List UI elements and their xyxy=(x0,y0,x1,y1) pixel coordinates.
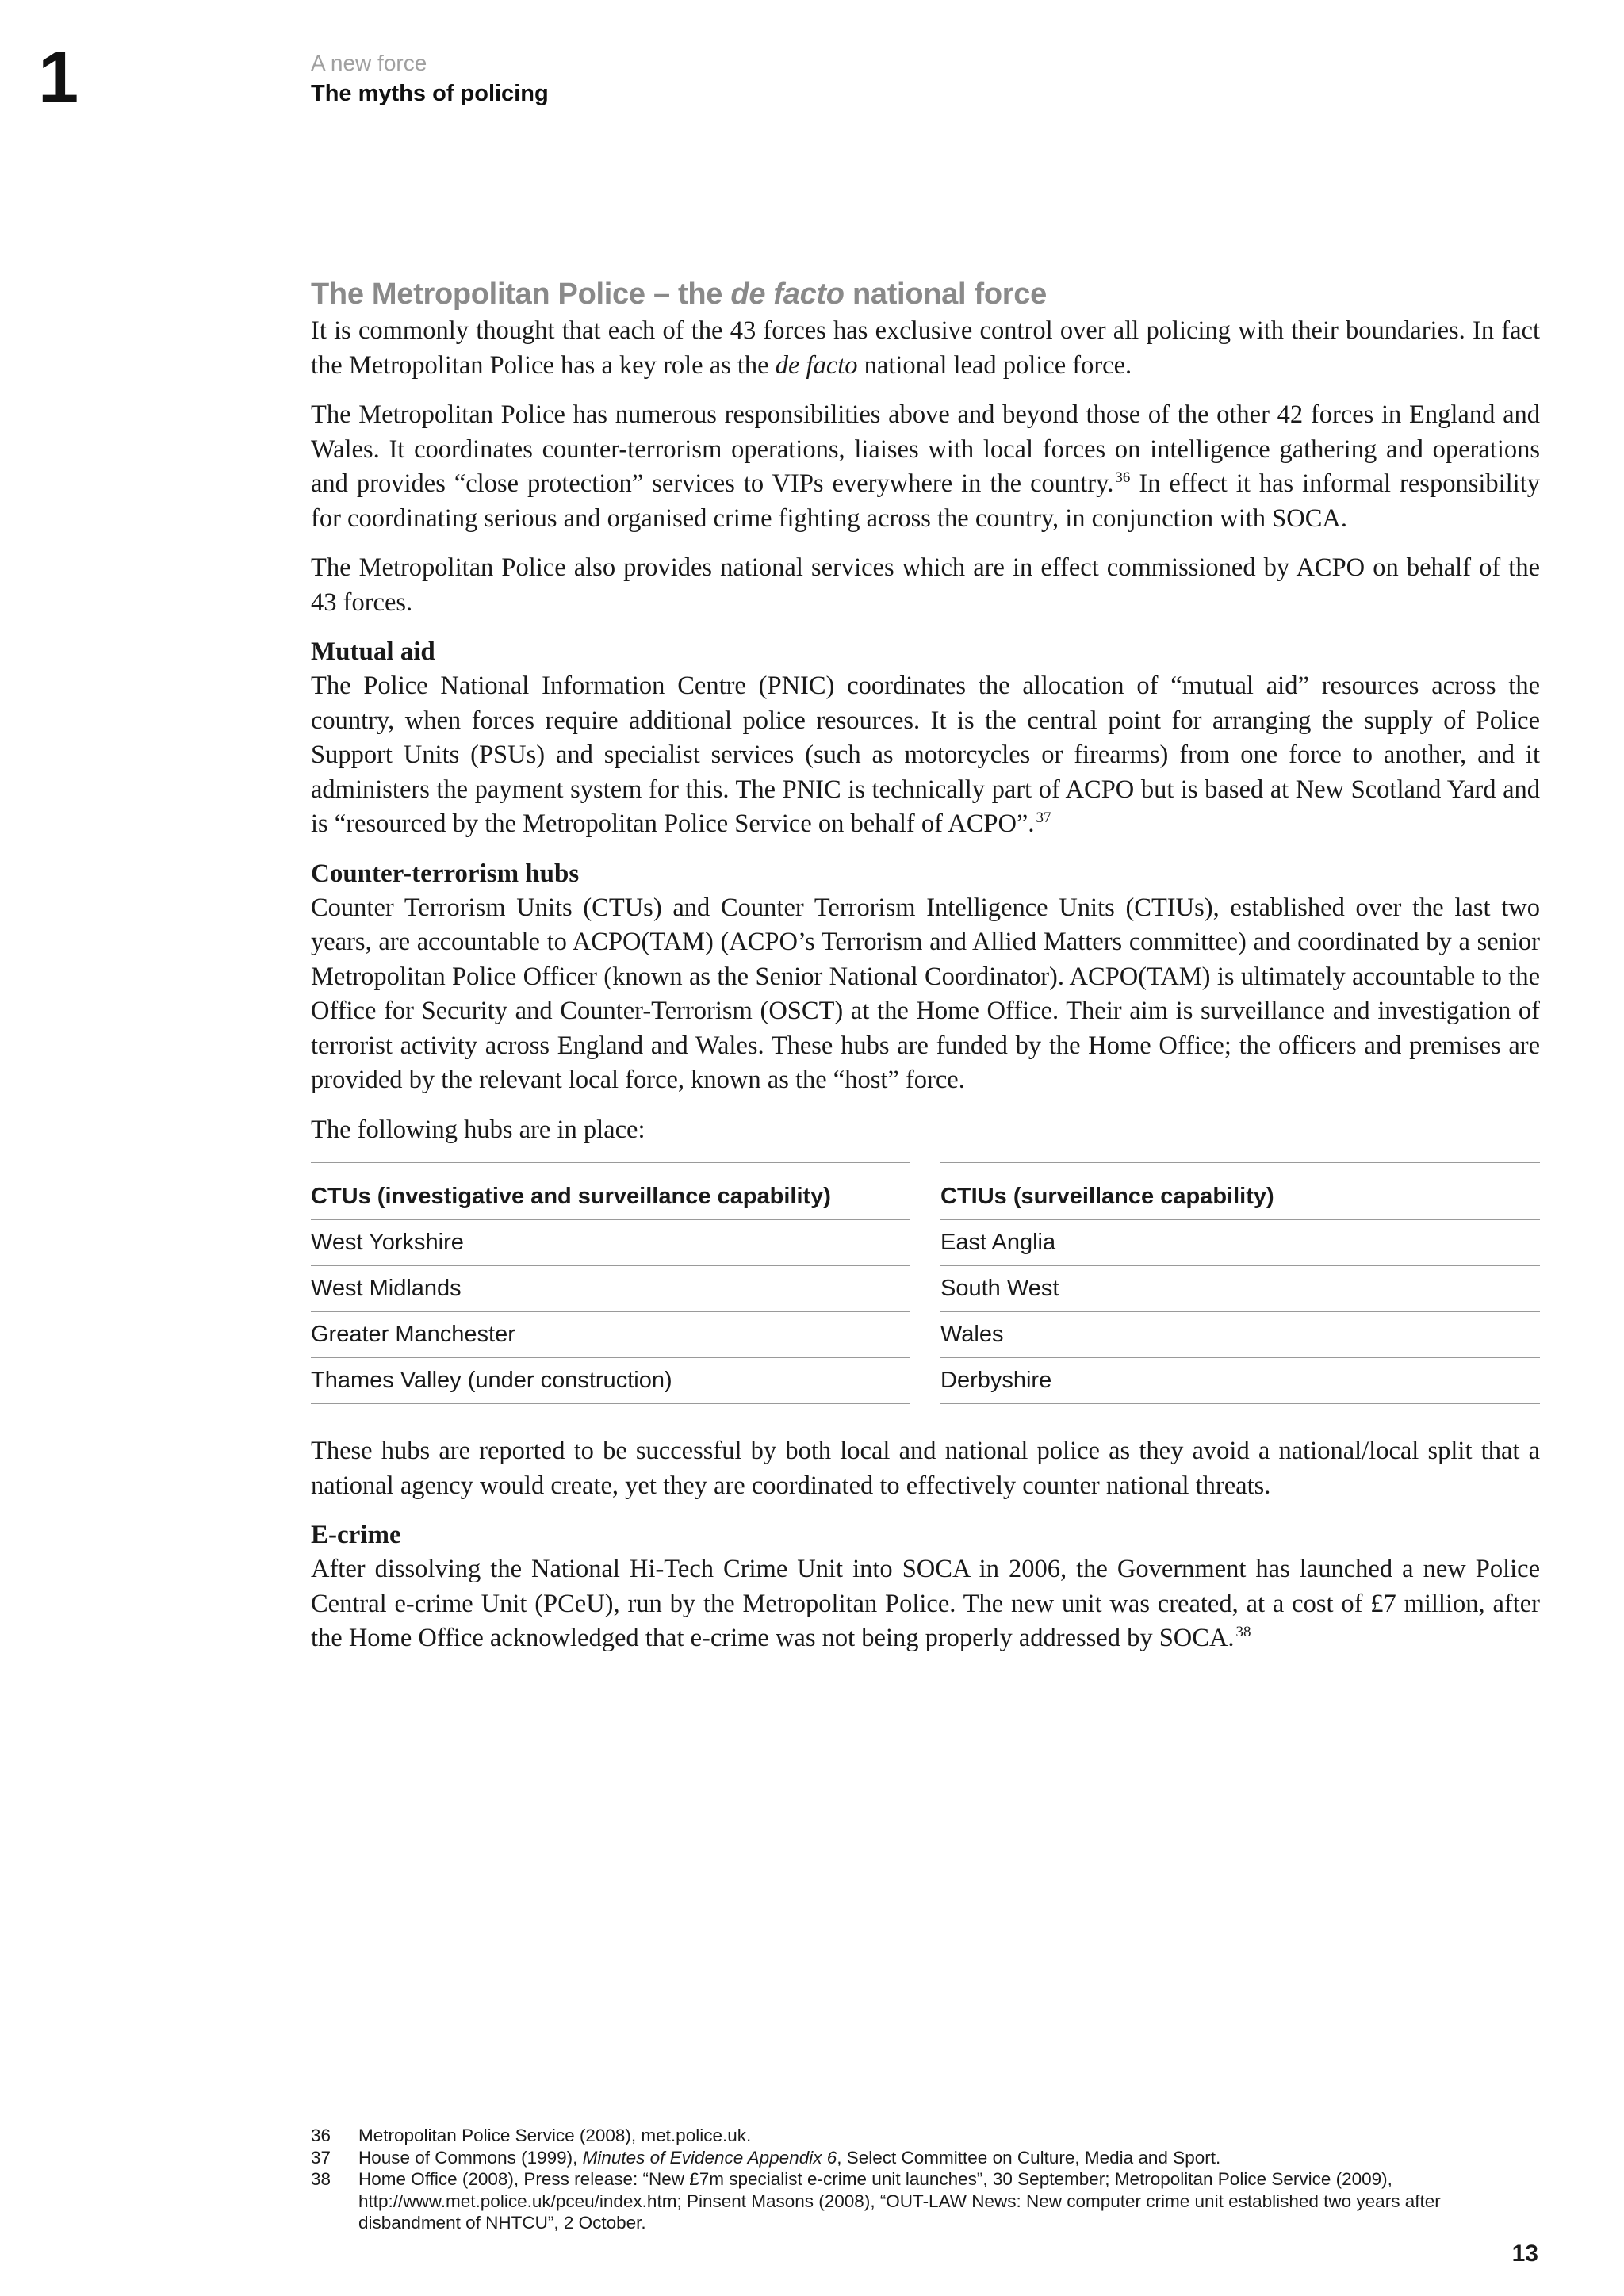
paragraph-hubs-success: These hubs are reported to be successful by both local and national police as they avoid a national/local split that a national agency would create, yet they are coordinated to effectively counter national threats. xyxy=(311,1437,1540,1500)
footnote-text-post: , Select Committee on Culture, Media and Sport. xyxy=(837,2147,1221,2168)
footnote-ref-38[interactable]: 38 xyxy=(1235,1624,1251,1641)
footnote-text: Metropolitan Police Service (2008), met.police.uk. xyxy=(358,2126,752,2145)
paragraph-intro-italic: de facto xyxy=(775,350,858,380)
paragraph-counter-terrorism: Counter Terrorism Units (CTUs) and Counter Terrorism Intelligence Units (CTIUs), established over the last two years, are accountable to ACPO(TAM) (ACPO’s Terrorism and Allied Matters committee) and coordinated by a senior Metropolitan Police Officer (known as the Senior National Coordinator). ACPO(TAM) is ultimately accountable to the Office for Security and Counter-Terrorism (OSCT) at the Home Office. Their aim is surveillance and investigation of terrorist activity across England and Wales. These hubs are funded by the Home Office; the officers and premises are provided by the relevant local force, known as the “host” force. xyxy=(311,893,1540,1094)
footnote-text xyxy=(358,2147,1540,2169)
footnote-number: 36 xyxy=(311,2126,331,2145)
table-cell: West Yorkshire xyxy=(311,1220,910,1266)
paragraph-responsibilities xyxy=(311,398,1540,536)
footnote-number: 37 xyxy=(311,2147,331,2168)
table-cell: Wales xyxy=(940,1312,1540,1358)
footnotes xyxy=(311,2118,1540,2234)
paragraph-hubs-intro: The following hubs are in place: xyxy=(311,1115,645,1144)
paragraph-intro-post: national lead police force. xyxy=(857,350,1132,380)
paragraph-national-services: The Metropolitan Police also provides national services which are in effect commissioned by ACPO on behalf of the 43 forces. xyxy=(311,553,1540,617)
ctiu-column xyxy=(940,1162,1540,1404)
ctu-column-header: CTUs (investigative and surveillance capability) xyxy=(311,1174,910,1220)
footnote-text: Home Office (2008), Press release: “New £7m specialist e-crime unit launches”, 30 September; Metropolitan Police Service (2009), http://www.met.police.uk/pceu/index.htm; Pinsent Masons (2008), “OUT-LAW News: New computer crime unit established two years after disbandment of NHTCU”, 2 October. xyxy=(358,2169,1441,2233)
table-cell: West Midlands xyxy=(311,1266,910,1312)
paragraph-mutual-aid xyxy=(311,669,1540,842)
heading-counter-terrorism: Counter-terrorism hubs xyxy=(311,859,580,888)
footnote-ref-36[interactable]: 36 xyxy=(1115,469,1131,487)
hubs-table xyxy=(311,1162,1540,1404)
section-title-post: national force xyxy=(844,277,1047,311)
running-header-section: A new force xyxy=(311,49,1540,78)
heading-mutual-aid: Mutual aid xyxy=(311,637,435,666)
paragraph-intro xyxy=(311,314,1540,383)
paragraph-responsibilities-cont: In effect it has informal responsibility for coordinating serious and organised crime fighting across the country, in conjunction with SOCA. xyxy=(311,469,1540,533)
paragraph-responsibilities-text: The Metropolitan Police has numerous responsibilities above and beyond those of the other 42 forces in England and Wales. It coordinates counter-terrorism operations, liaises with local forces on intelligence gathering and operations and provides “close protection” services to VIPs everywhere in the country. xyxy=(311,400,1540,498)
footnote-number: 38 xyxy=(311,2169,331,2189)
footnote-ref-37[interactable]: 37 xyxy=(1036,809,1051,827)
paragraph-e-crime-text: After dissolving the National Hi-Tech Crime Unit into SOCA in 2006, the Government has launched a new Police Central e-crime Unit (PCeU), run by the Metropolitan Police. The new unit was created, at a cost of £7 million, after the Home Office acknowledged that e-crime was not being properly addressed by SOCA. xyxy=(311,1555,1540,1652)
section-title-italic: de facto xyxy=(730,277,845,311)
footnote-text-italic: Minutes of Evidence Appendix 6 xyxy=(582,2147,837,2168)
table-cell: Derbyshire xyxy=(940,1358,1540,1404)
footnote-38 xyxy=(311,2168,1540,2234)
table-cell: East Anglia xyxy=(940,1220,1540,1266)
heading-e-crime: E-crime xyxy=(311,1521,401,1549)
table-cell: Thames Valley (under construction) xyxy=(311,1358,910,1404)
paragraph-e-crime xyxy=(311,1552,1540,1656)
page-number: 13 xyxy=(1511,2241,1538,2267)
section-title-pre: The Metropolitan Police – the xyxy=(311,277,731,311)
table-cell: South West xyxy=(940,1266,1540,1312)
paragraph-mutual-aid-text: The Police National Information Centre (PNIC) coordinates the allocation of “mutual aid” resources across the country, when forces require additional police resources. It is the central point for arranging the supply of Police Support Units (PSUs) and specialist services (such as motorcycles or firearms) from one force to another, and it administers the payment system for this. The PNIC is technically part of ACPO but is based at New Scotland Yard and is “resourced by the Metropolitan Police Service on behalf of ACPO”. xyxy=(311,672,1540,838)
footnote-text-pre: House of Commons (1999), xyxy=(358,2147,583,2168)
ctiu-column-header: CTIUs (surveillance capability) xyxy=(940,1174,1540,1220)
section-title xyxy=(311,274,1540,314)
footnote-36 xyxy=(311,2125,1540,2147)
footnote-37 xyxy=(311,2147,1540,2169)
running-header xyxy=(311,49,1540,109)
main-content xyxy=(311,274,1540,1671)
ctu-column xyxy=(311,1162,910,1404)
paragraph-intro-pre: It is commonly thought that each of the 43 forces has exclusive control over all policing with their boundaries. In fact the Metropolitan Police has a key role as the xyxy=(311,316,1540,380)
chapter-number: 1 xyxy=(38,37,79,118)
running-header-chapter-title: The myths of policing xyxy=(311,78,1540,109)
table-cell: Greater Manchester xyxy=(311,1312,910,1358)
